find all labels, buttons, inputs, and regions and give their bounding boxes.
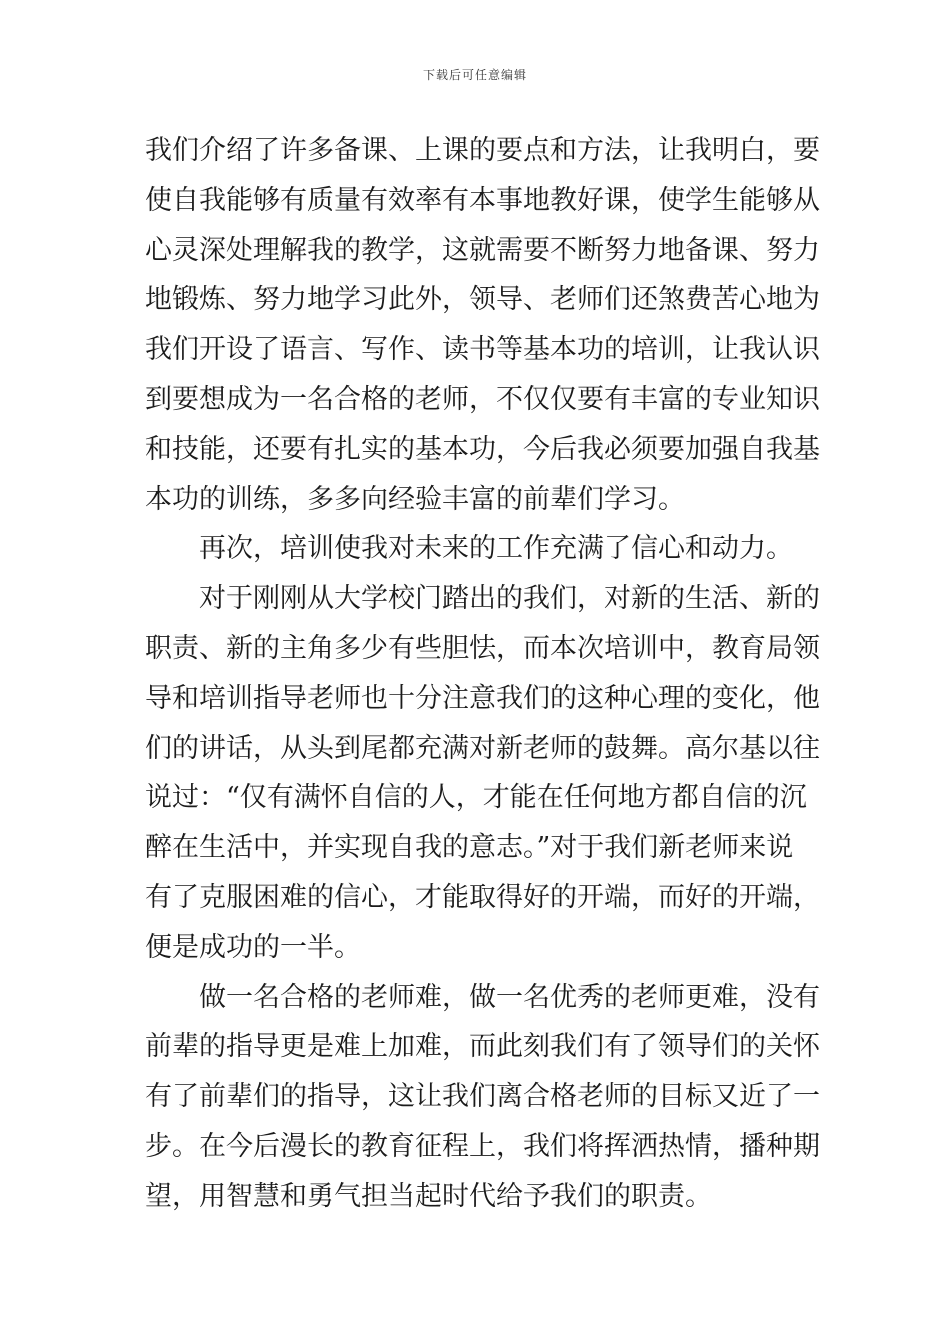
- text-line: 前辈的指导更是难上加难，而此刻我们有了领导们的关怀: [145, 1031, 820, 1063]
- text-line: 职责、新的主角多少有些胆怯，而本次培训中，教育局领: [145, 632, 820, 664]
- text-line: 本功的训练，多多向经验丰富的前辈们学习。: [145, 483, 685, 515]
- paragraph: [145, 574, 820, 972]
- text-line: 到要想成为一名合格的老师，不仅仅要有丰富的专业知识: [145, 383, 820, 415]
- text-line: 步。在今后漫长的教育征程上，我们将挥洒热情，播种期: [145, 1130, 820, 1162]
- paragraph: [145, 524, 809, 574]
- text-line: 醉在生活中，并实现自我的意志。”对于我们新老师来说: [145, 832, 794, 864]
- text-line: 我们介绍了许多备课、上课的要点和方法，让我明白，要: [145, 135, 820, 166]
- document-body: [145, 126, 820, 1222]
- paragraph: [145, 126, 820, 524]
- text-line: 和技能，还要有扎实的基本功，今后我必须要加强自我基: [145, 433, 820, 465]
- text-line: 便是成功的一半。: [145, 931, 361, 963]
- text-line: 做一名合格的老师难，做一名优秀的老师更难，没有: [199, 981, 820, 1013]
- text-line: 有了前辈们的指导，这让我们离合格老师的目标又近了一: [145, 1081, 820, 1113]
- text-line: 使自我能够有质量有效率有本事地教好课，使学生能够从: [145, 184, 820, 216]
- text-line: 说过：“仅有满怀自信的人，才能在任何地方都自信的沉: [145, 782, 807, 814]
- text-line: 们的讲话，从头到尾都充满对新老师的鼓舞。高尔基以往: [145, 732, 820, 764]
- text-line: 心灵深处理解我的教学，这就需要不断努力地备课、努力: [145, 234, 820, 266]
- text-line: 有了克服困难的信心，才能取得好的开端，而好的开端，: [145, 881, 820, 913]
- text-line: 望，用智慧和勇气担当起时代给予我们的职责。: [145, 1180, 712, 1212]
- text-line: 地锻炼、努力地学习此外，领导、老师们还煞费苦心地为: [145, 284, 820, 316]
- header-note: 下载后可任意编辑: [422, 68, 527, 82]
- text-line: 导和培训指导老师也十分注意我们的这种心理的变化，他: [145, 682, 820, 714]
- text-line: 对于刚刚从大学校门踏出的我们，对新的生活、新的: [199, 583, 820, 615]
- text-line: 再次，培训使我对未来的工作充满了信心和动力。: [199, 533, 793, 565]
- paragraph: [145, 973, 820, 1222]
- text-line: 我们开设了语言、写作、读书等基本功的培训，让我认识: [145, 334, 820, 366]
